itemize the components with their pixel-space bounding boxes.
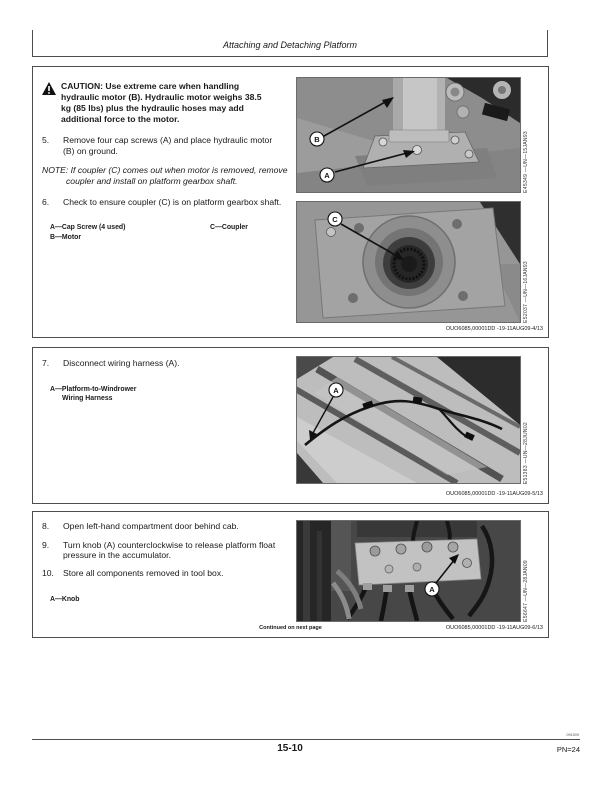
footer-date-code: 091509 bbox=[566, 733, 579, 737]
section-wiring-harness bbox=[32, 347, 549, 504]
step-7-number: 7. bbox=[42, 358, 50, 368]
legend-harness-line2: Wiring Harness bbox=[62, 395, 113, 403]
legend-motor: B—Motor bbox=[50, 233, 82, 241]
step-5 bbox=[42, 135, 294, 156]
step-9 bbox=[42, 540, 294, 561]
section2-caption: OUO6085,00001DD -19-11AUG09-5/13 bbox=[445, 491, 543, 497]
legend-cap-screw: A—Cap Screw (4 used) bbox=[50, 224, 126, 232]
photo-block-motor bbox=[296, 77, 529, 193]
photo-valve-knob bbox=[296, 520, 521, 622]
photo-id-valve: E56647 —UN—28JAN09 bbox=[523, 560, 529, 622]
page-header-title: Attaching and Detaching Platform bbox=[222, 40, 358, 50]
continued-on-next-page: Continued on next page bbox=[259, 625, 322, 631]
section1-text-column bbox=[42, 67, 294, 243]
step-5-text: Remove four cap screws (A) and place hydraulic motor (B) on ground. bbox=[63, 135, 273, 156]
step-5-number: 5. bbox=[42, 135, 50, 145]
photo-hydraulic-motor bbox=[296, 77, 521, 193]
section2-text-column bbox=[42, 348, 294, 404]
step-10 bbox=[42, 568, 294, 579]
step-7-text: Disconnect wiring harness (A). bbox=[63, 358, 180, 368]
photo-id-motor: E45349 —UN—15JAN93 bbox=[523, 131, 529, 193]
note-text: If coupler (C) comes out when motor is removed, remove coupler and install on platform gearbox shaft. bbox=[66, 165, 288, 187]
step-10-number: 10. bbox=[42, 568, 54, 579]
step-7 bbox=[42, 358, 294, 369]
note-coupler bbox=[42, 165, 294, 187]
step-8 bbox=[42, 521, 294, 532]
step-8-number: 8. bbox=[42, 521, 50, 531]
header-divider bbox=[32, 56, 548, 57]
step-6-text: Check to ensure coupler (C) is on platform gearbox shaft. bbox=[63, 197, 282, 208]
callout-b: B bbox=[314, 135, 320, 144]
photo-coupler bbox=[296, 201, 521, 323]
step-9-text: Turn knob (A) counterclockwise to release platform float pressure in the accumulator. bbox=[63, 539, 276, 561]
step-10-text: Store all components removed in tool box. bbox=[63, 568, 224, 579]
photo-id-harness: E51383 —UN—28JUN02 bbox=[523, 421, 529, 484]
section-release-pressure bbox=[32, 511, 549, 638]
photo-block-harness bbox=[296, 356, 529, 484]
caution-block bbox=[42, 81, 294, 125]
step-8-text: Open left-hand compartment door behind cab. bbox=[63, 521, 239, 531]
legend-coupler: C—Coupler bbox=[210, 224, 248, 232]
callout-c: C bbox=[332, 215, 338, 224]
warning-triangle-icon bbox=[42, 81, 61, 125]
caution-text: CAUTION: Use extreme care when handling hydraulic motor (B). Hydraulic motor weighs 38.5 kg (85 lbs) plus the hydraulic hoses may add additional force to the motor. bbox=[61, 81, 262, 124]
legend-section2 bbox=[42, 385, 294, 404]
legend-section3 bbox=[42, 595, 294, 605]
section3-text-column bbox=[42, 512, 294, 605]
section3-caption: OUO6085,00001DD -19-11AUG09-6/13 bbox=[445, 625, 543, 631]
legend-knob: A—Knob bbox=[50, 595, 80, 603]
page-number: 15-10 bbox=[277, 743, 303, 754]
footer-pn: PN=24 bbox=[556, 745, 580, 754]
section-remove-motor bbox=[32, 66, 549, 338]
step-6-number: 6. bbox=[42, 197, 50, 208]
photo-block-coupler bbox=[296, 201, 529, 323]
step-6 bbox=[42, 197, 294, 208]
footer-divider bbox=[32, 739, 580, 740]
photo-block-valve bbox=[296, 520, 529, 622]
step-9-number: 9. bbox=[42, 539, 50, 550]
legend-harness-line1: A—Platform-to-Windrower bbox=[50, 385, 137, 393]
photo-wiring-harness bbox=[296, 356, 521, 484]
legend-section1 bbox=[42, 223, 294, 242]
callout-a: A bbox=[333, 386, 339, 395]
photo-id-coupler: E52037 —UN—16JAN93 bbox=[523, 261, 529, 323]
legend-column-1 bbox=[50, 223, 210, 242]
note-prefix: NOTE: bbox=[42, 165, 69, 176]
section1-caption: OUO6085,00001DD -19-11AUG09-4/13 bbox=[445, 326, 543, 332]
callout-a: A bbox=[429, 585, 435, 594]
callout-a: A bbox=[324, 171, 330, 180]
